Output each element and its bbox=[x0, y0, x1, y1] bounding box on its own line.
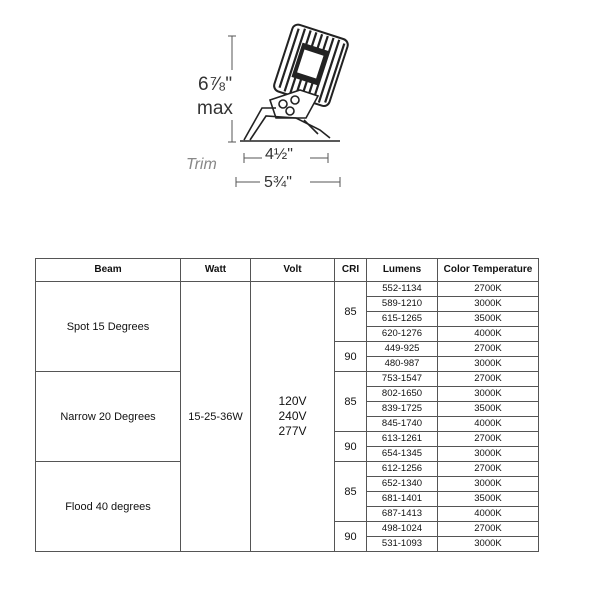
lumens-cell: 802-1650 bbox=[367, 387, 438, 402]
cri-cell: 85 bbox=[335, 372, 367, 432]
volt-cell bbox=[251, 282, 335, 552]
cri-cell: 90 bbox=[335, 342, 367, 372]
beam-cell: Flood 40 degrees bbox=[36, 462, 181, 552]
color-temperature-cell: 3500K bbox=[438, 492, 539, 507]
lumens-cell: 498-1024 bbox=[367, 522, 438, 537]
table-row bbox=[36, 282, 539, 297]
color-temperature-cell: 2700K bbox=[438, 432, 539, 447]
lumens-cell: 449-925 bbox=[367, 342, 438, 357]
lumens-cell: 615-1265 bbox=[367, 312, 438, 327]
header-beam: Beam bbox=[36, 259, 181, 282]
height-max-label: max bbox=[197, 98, 233, 119]
watt-cell: 15-25-36W bbox=[181, 282, 251, 552]
lumens-cell: 652-1340 bbox=[367, 477, 438, 492]
lumens-cell: 531-1093 bbox=[367, 537, 438, 552]
lumens-cell: 612-1256 bbox=[367, 462, 438, 477]
header-lumens: Lumens bbox=[367, 259, 438, 282]
fixture-illustration bbox=[240, 23, 349, 141]
color-temperature-cell: 3500K bbox=[438, 312, 539, 327]
header-volt: Volt bbox=[251, 259, 335, 282]
header-color-temperature: Color Temperature bbox=[438, 259, 539, 282]
fixture-dimension-drawing bbox=[0, 0, 590, 240]
cri-cell: 85 bbox=[335, 462, 367, 522]
lumens-cell: 620-1276 bbox=[367, 327, 438, 342]
color-temperature-cell: 3000K bbox=[438, 537, 539, 552]
cri-cell: 85 bbox=[335, 282, 367, 342]
lumens-cell: 480-987 bbox=[367, 357, 438, 372]
color-temperature-cell: 3000K bbox=[438, 357, 539, 372]
color-temperature-cell: 2700K bbox=[438, 522, 539, 537]
table-header-row bbox=[36, 259, 539, 282]
color-temperature-cell: 3000K bbox=[438, 387, 539, 402]
color-temperature-cell: 2700K bbox=[438, 342, 539, 357]
cri-cell: 90 bbox=[335, 522, 367, 552]
color-temperature-cell: 2700K bbox=[438, 462, 539, 477]
color-temperature-cell: 2700K bbox=[438, 282, 539, 297]
lumens-cell: 687-1413 bbox=[367, 507, 438, 522]
height-value: 6⅞" bbox=[198, 74, 233, 95]
volt-value: 240V bbox=[278, 409, 307, 423]
color-temperature-cell: 3000K bbox=[438, 447, 539, 462]
color-temperature-cell: 3000K bbox=[438, 477, 539, 492]
color-temperature-cell: 3000K bbox=[438, 297, 539, 312]
header-cri: CRI bbox=[335, 259, 367, 282]
color-temperature-cell: 2700K bbox=[438, 372, 539, 387]
lumens-cell: 589-1210 bbox=[367, 297, 438, 312]
volt-value: 120V bbox=[278, 394, 307, 408]
table-body bbox=[36, 282, 539, 552]
lumens-cell: 845-1740 bbox=[367, 417, 438, 432]
fixture-drawing-svg bbox=[0, 0, 590, 240]
beam-cell: Narrow 20 Degrees bbox=[36, 372, 181, 462]
beam-cell: Spot 15 Degrees bbox=[36, 282, 181, 372]
color-temperature-cell: 4000K bbox=[438, 327, 539, 342]
trim-width-value: 4½" bbox=[265, 146, 293, 163]
specification-table bbox=[35, 258, 539, 552]
lumens-cell: 839-1725 bbox=[367, 402, 438, 417]
lumens-cell: 552-1134 bbox=[367, 282, 438, 297]
trim-label: Trim bbox=[186, 156, 217, 173]
outer-width-value: 5¾" bbox=[264, 174, 292, 191]
lumens-cell: 654-1345 bbox=[367, 447, 438, 462]
color-temperature-cell: 4000K bbox=[438, 417, 539, 432]
volt-value: 277V bbox=[278, 424, 307, 438]
color-temperature-cell: 4000K bbox=[438, 507, 539, 522]
header-watt: Watt bbox=[181, 259, 251, 282]
lumens-cell: 753-1547 bbox=[367, 372, 438, 387]
lumens-cell: 681-1401 bbox=[367, 492, 438, 507]
cri-cell: 90 bbox=[335, 432, 367, 462]
color-temperature-cell: 3500K bbox=[438, 402, 539, 417]
lumens-cell: 613-1261 bbox=[367, 432, 438, 447]
